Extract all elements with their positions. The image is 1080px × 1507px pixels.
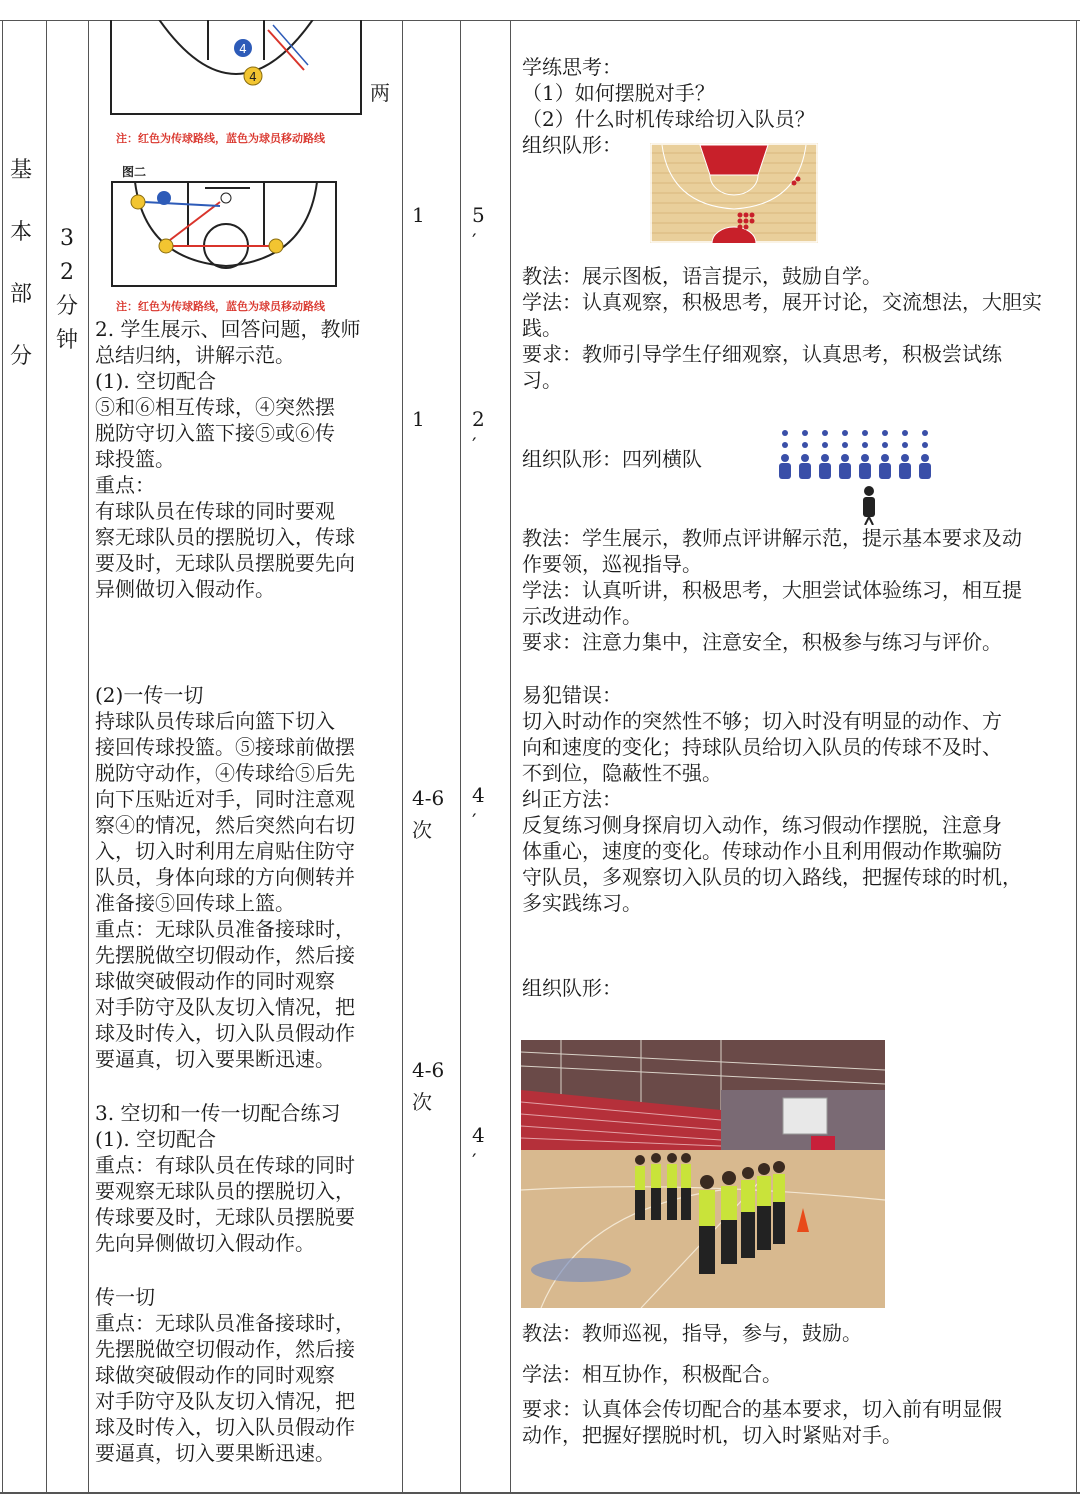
method-think: 学练思考： （1）如何摆脱对手？ （2）什么时机传球给切入队员？ 组织队形：: [522, 55, 815, 157]
section-char: 部: [9, 282, 32, 307]
court-diagram-2: [110, 180, 340, 292]
col-line-4: [460, 20, 461, 1494]
formation-four-rows: 组织队形：四列横队: [522, 447, 702, 471]
diagram-fragment: 两: [370, 81, 390, 105]
content-give-go-key: 传一切 重点：无球队员准备接球时， 先摆脱做空切假动作，然后接 球做突破假动作的同时观察 对手防守及队友切入情况，把 球及时传入，切入队员假动作 要逼真，切入要果断迅速。: [95, 1285, 355, 1465]
duration-cell: 4 ′: [472, 1123, 485, 1173]
duration-cell: 4 ′: [472, 783, 485, 833]
method-block-1: 教法：展示图板，语言提示，鼓励自学。 学法：认真观察，积极思考，展开讨论，交流想法，大胆实 践。 要求：教师引导学生仔细观察，认真思考，积极尝试练 习。: [522, 264, 1042, 392]
table-border-bottom: [0, 1492, 1080, 1494]
time-char: 2: [60, 260, 74, 285]
col-line-1: [46, 20, 47, 1494]
diagram-note-2: 注：红色为传球路线，蓝色为球员移动路线: [116, 300, 325, 313]
diagram-label: 图二: [122, 165, 147, 179]
content-demo-airplay: 2. 学生展示、回答问题，教师 总结归纳，讲解示范。 (1). 空切配合 ⑤和⑥相互传球，④突然摆 脱防守切入篮下接⑤或⑥传 球投篮。 重点： 有球队员在传球的同时要观 察无球队员的摆脱切入，传球 要及时，无球队员摆脱要先向 异侧做切入假动作。: [95, 317, 361, 601]
time-char: 钟: [55, 328, 78, 353]
time-char: 分: [55, 294, 78, 319]
method-teaching: 教法：教师巡视，指导，参与，鼓励。: [522, 1321, 862, 1345]
col-line-0: [2, 20, 3, 1494]
col-line-5: [510, 20, 511, 1494]
section-char: 基: [9, 158, 32, 183]
count-cell: 4-6 次: [412, 1058, 445, 1114]
count-cell: 4-6 次: [412, 786, 445, 842]
count-cell: 1: [412, 203, 425, 227]
count-cell: 1: [412, 407, 425, 431]
method-block-2: 教法：学生展示，教师点评讲解示范，提示基本要求及动 作要领，巡视指导。 学法：认真听讲，积极思考，大胆尝试体验练习，相互提 示改进动作。 要求：注意力集中，注意安全，积极参与练习与评价。: [522, 526, 1022, 654]
svg-text:4: 4: [239, 42, 247, 56]
col-line-2: [88, 20, 89, 1494]
court-diagram-1: [108, 20, 364, 116]
method-requirement: 要求：认真体会传切配合的基本要求，切入前有明显假 动作，把握好摆脱时机，切入时紧贴对手。: [522, 1397, 1002, 1447]
court-formation-image: [650, 143, 818, 243]
duration-cell: 2 ′: [472, 407, 485, 457]
method-learning: 学法：相互协作，积极配合。: [522, 1362, 782, 1386]
four-rows-figure: [765, 425, 945, 525]
section-char: 本: [9, 220, 32, 245]
content-give-and-go: (2)一传一切 持球队员传球后向篮下切入 接回传球投篮。⑤接球前做摆 脱防守动作，④传球给⑤后先 向下压贴近对手，同时注意观 察④的情况，然后突然向右切 入，切入时利用左肩贴住防守 队员，身体向球的方向侧转并 准备接⑤回传球上篮。 重点：无球队员准备接球时， 先摆脱做空切假动作，然后接 球做突破假动作的同时观察 对手防守及队友切入情况，把 球及时传入，切入队员假动作 要逼真，切入要果断迅速。: [95, 683, 355, 1071]
section-time: [50, 222, 84, 358]
content-practice: 3. 空切和一传一切配合练习 (1). 空切配合 重点：有球队员在传球的同时 要观察无球队员的摆脱切入， 传球要及时，无球队员摆脱要 先向异侧做切入假动作。: [95, 1101, 355, 1255]
section-name: [8, 140, 34, 388]
diagram-note-1: 注：红色为传球路线，蓝色为球员移动路线: [116, 132, 325, 145]
svg-text:4: 4: [249, 70, 257, 84]
gym-photo: [521, 1040, 885, 1308]
col-line-6: [1076, 20, 1077, 1494]
time-char: 3: [60, 226, 74, 251]
col-line-3: [402, 20, 403, 1494]
section-char: 分: [9, 344, 32, 369]
duration-cell: 5 ′: [472, 203, 485, 253]
method-block-3: 易犯错误： 切入时动作的突然性不够；切入时没有明显的动作、方 向和速度的变化；持球队员给切入队员的传球不及时、 不到位，隐蔽性不强。 纠正方法： 反复练习侧身探肩切入动作，练习假动作摆脱，注意身 体重心，速度的变化。传球动作小且利用假动作欺骗防 守队员，多观察切入队员的切入路线，把握传球的时机， 多实践练习。: [522, 683, 1022, 915]
formation-label: 组织队形：: [522, 976, 622, 1000]
